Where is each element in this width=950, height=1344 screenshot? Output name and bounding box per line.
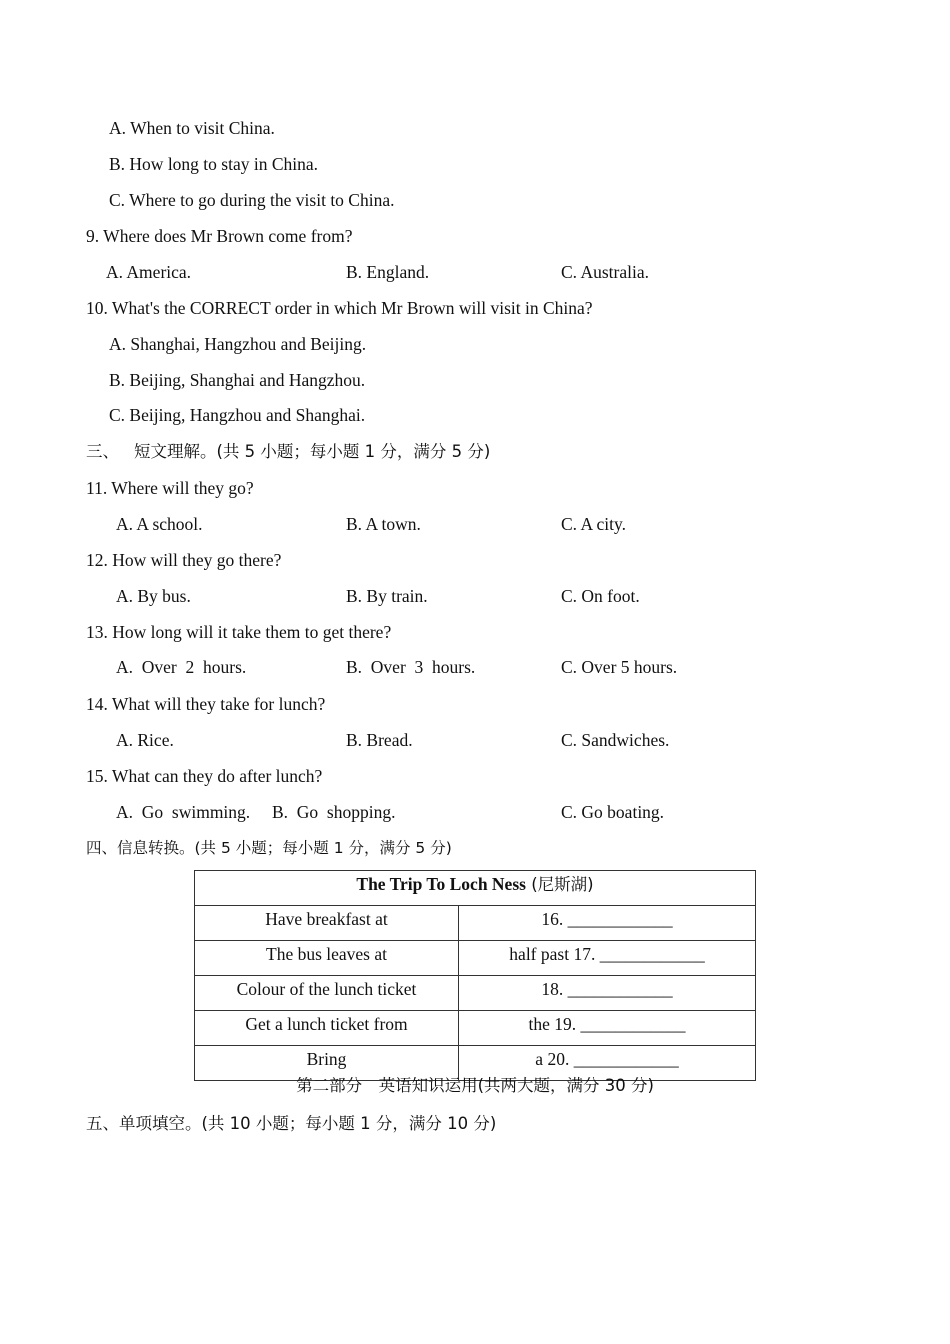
q12-option-b: B. By train.: [346, 586, 428, 606]
table-row: [195, 906, 756, 941]
q13-option-a: A. Over 2 hours.: [116, 657, 247, 677]
q14-option-c: C. Sandwiches.: [561, 730, 670, 750]
table-title-chinese: (尼斯湖): [525, 875, 594, 894]
table-title-row: [195, 871, 756, 906]
q10-question: 10. What's the CORRECT order in which Mr Brown will visit in China?: [86, 298, 593, 318]
q15-option-b: B. Go shopping.: [272, 802, 396, 822]
q11-option-c: C. A city.: [561, 514, 626, 534]
q8-option-b: B. How long to stay in China.: [109, 154, 319, 174]
q14-option-b: B. Bread.: [346, 730, 413, 750]
q9-option-a: A. America.: [106, 262, 192, 282]
q10-option-a: A. Shanghai, Hangzhou and Beijing.: [109, 334, 367, 354]
q9-option-c: C. Australia.: [561, 262, 649, 282]
q15-question: 15. What can they do after lunch?: [86, 766, 323, 786]
q9-question: 9. Where does Mr Brown come from?: [86, 226, 353, 246]
table-label-cell: Colour of the lunch ticket: [195, 976, 459, 1011]
section4-title: 四、信息转换。(共 5 小题；每小题 1 分，满分 5 分): [86, 839, 452, 857]
table-label-cell: Get a lunch ticket from: [195, 1011, 459, 1046]
table-label-cell: Bring: [195, 1046, 459, 1081]
q9-option-b: B. England.: [346, 262, 430, 282]
table-answer-blank: 16. ____________: [459, 906, 756, 941]
table-title: The Trip To Loch Ness: [356, 874, 526, 894]
q10-option-c: C. Beijing, Hangzhou and Shanghai.: [109, 405, 366, 425]
info-transfer-table: [194, 870, 756, 1081]
table-answer-blank: the 19. ____________: [459, 1011, 756, 1046]
table-row: [195, 976, 756, 1011]
table-row: [195, 941, 756, 976]
q11-option-a: A. A school.: [116, 514, 203, 534]
q8-option-c: C. Where to go during the visit to China.: [109, 190, 395, 210]
table-answer-blank: 18. ____________: [459, 976, 756, 1011]
section5-title: 五、单项填空。(共 10 小题；每小题 1 分，满分 10 分): [86, 1114, 497, 1133]
section3-title: 短文理解。(共 5 小题；每小题 1 分，满分 5 分): [134, 442, 491, 461]
q10-option-b: B. Beijing, Shanghai and Hangzhou.: [109, 370, 366, 390]
table-title-cell: [195, 871, 756, 906]
q11-question: 11. Where will they go?: [86, 478, 254, 498]
q14-question: 14. What will they take for lunch?: [86, 694, 326, 714]
section3-number: 三、: [86, 442, 119, 461]
q13-option-b: B. Over 3 hours.: [346, 657, 476, 677]
q12-option-c: C. On foot.: [561, 586, 640, 606]
q15-option-c: C. Go boating.: [561, 802, 665, 822]
q8-option-a: A. When to visit China.: [109, 118, 275, 138]
table-label-cell: Have breakfast at: [195, 906, 459, 941]
q13-option-c: C. Over 5 hours.: [561, 657, 678, 677]
table-answer-blank: a 20. ____________: [459, 1046, 756, 1081]
q13-question: 13. How long will it take them to get there?: [86, 622, 392, 642]
q14-option-a: A. Rice.: [116, 730, 174, 750]
table-label-cell: The bus leaves at: [195, 941, 459, 976]
table-answer-blank: half past 17. ____________: [459, 941, 756, 976]
q15-option-a: A. Go swimming.: [116, 802, 251, 822]
q12-question: 12. How will they go there?: [86, 550, 282, 570]
table-row: [195, 1011, 756, 1046]
part2-title: 第二部分 英语知识运用(共两大题，满分 30 分): [296, 1076, 654, 1095]
q12-option-a: A. By bus.: [116, 586, 191, 606]
q11-option-b: B. A town.: [346, 514, 421, 534]
